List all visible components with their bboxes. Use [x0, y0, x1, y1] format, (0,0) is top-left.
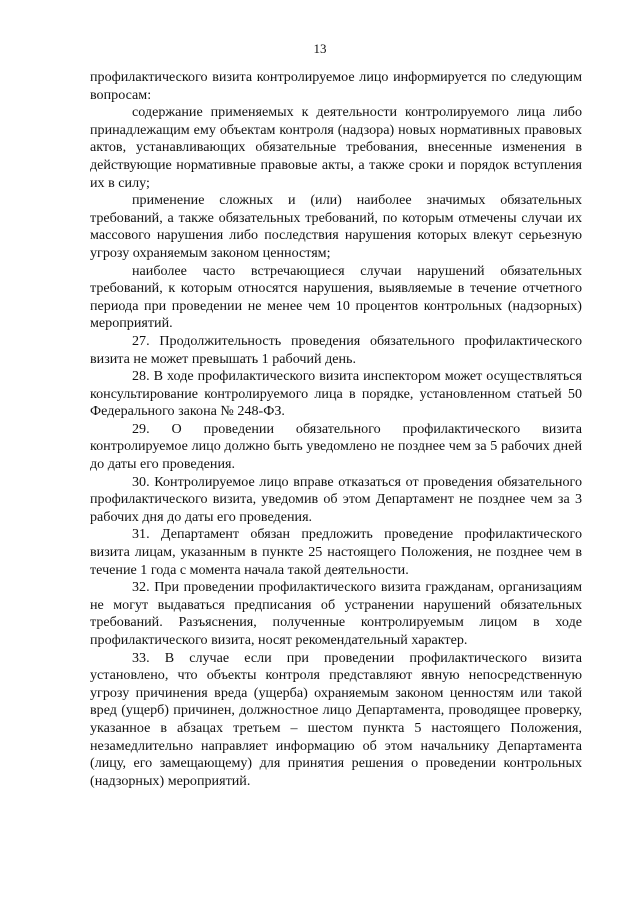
paragraph-31: 31. Департамент обязан предложить проведение профилактического визита лицам, указанным в пункте 25 настоящего Положения, не позднее чем в течение 1 года с момента начала такой деятельности. [90, 526, 582, 578]
paragraph-27: 27. Продолжительность проведения обязательного профилактического визита не может превышать 1 рабочий день. [90, 332, 582, 367]
document-body [90, 69, 582, 790]
paragraph-topic-frequent-violations: наиболее часто встречающиеся случаи нарушений обязательных требований, к которым относятся нарушения, выявляемые в течение отчетного периода при проведении не менее чем 10 процентов контрольных (надзорных) мероприятий. [90, 262, 582, 332]
page-number: 13 [313, 41, 327, 56]
paragraph-continuation: профилактического визита контролируемое лицо информируется по следующим вопросам: [90, 69, 582, 103]
paragraph-29: 29. О проведении обязательного профилактического визита контролируемое лицо должно быть уведомлено не позднее чем за 5 рабочих дней до даты его проведения. [90, 420, 582, 473]
paragraph-topic-complex-requirements: применение сложных и (или) наиболее значимых обязательных требований, а также обязательных требований, по которым отмечены случаи их массового нарушения либо последствия нарушения которых влекут серьезную угрозу охраняемым законом ценностям; [90, 192, 582, 261]
paragraph-33: 33. В случае если при проведении профилактического визита установлено, что объекты контроля представляют явную непосредственную угрозу причинения вреда (ущерба) охраняемым законом ценностям или такой вред (ущерб) причинен, должностное лицо Департамента, проводящее проверку, указанное в абзацах третьем – шестом пункта 5 настоящего Положения, незамедлительно направляет информацию об этом начальнику Департамента (лицу, его замещающему) для принятия решения о проведении контрольных (надзорных) мероприятий. [90, 649, 582, 789]
paragraph-32: 32. При проведении профилактического визита гражданам, организациям не могут выдаваться предписания об устранении нарушений обязательных требований. Разъяснения, полученные контролируемым лицом в ходе профилактического визита, носят рекомендательный характер. [90, 579, 582, 648]
paragraph-topic-new-acts: содержание применяемых к деятельности контролируемого лица либо принадлежащим ему объектам контроля (надзора) новых нормативных правовых актов, устанавливающих обязательные требования, внесенные изменения в действующие нормативные правовые акты, а также сроки и порядок вступления их в силу; [90, 104, 582, 191]
paragraph-28: 28. В ходе профилактического визита инспектором может осуществляться консультирование контролируемого лица в порядке, установленном статьей 50 Федерального закона № 248-ФЗ. [90, 368, 582, 420]
paragraph-30: 30. Контролируемое лицо вправе отказаться от проведения обязательного профилактического визита, уведомив об этом Департамент не позднее чем за 3 рабочих дня до даты его проведения. [90, 473, 582, 525]
